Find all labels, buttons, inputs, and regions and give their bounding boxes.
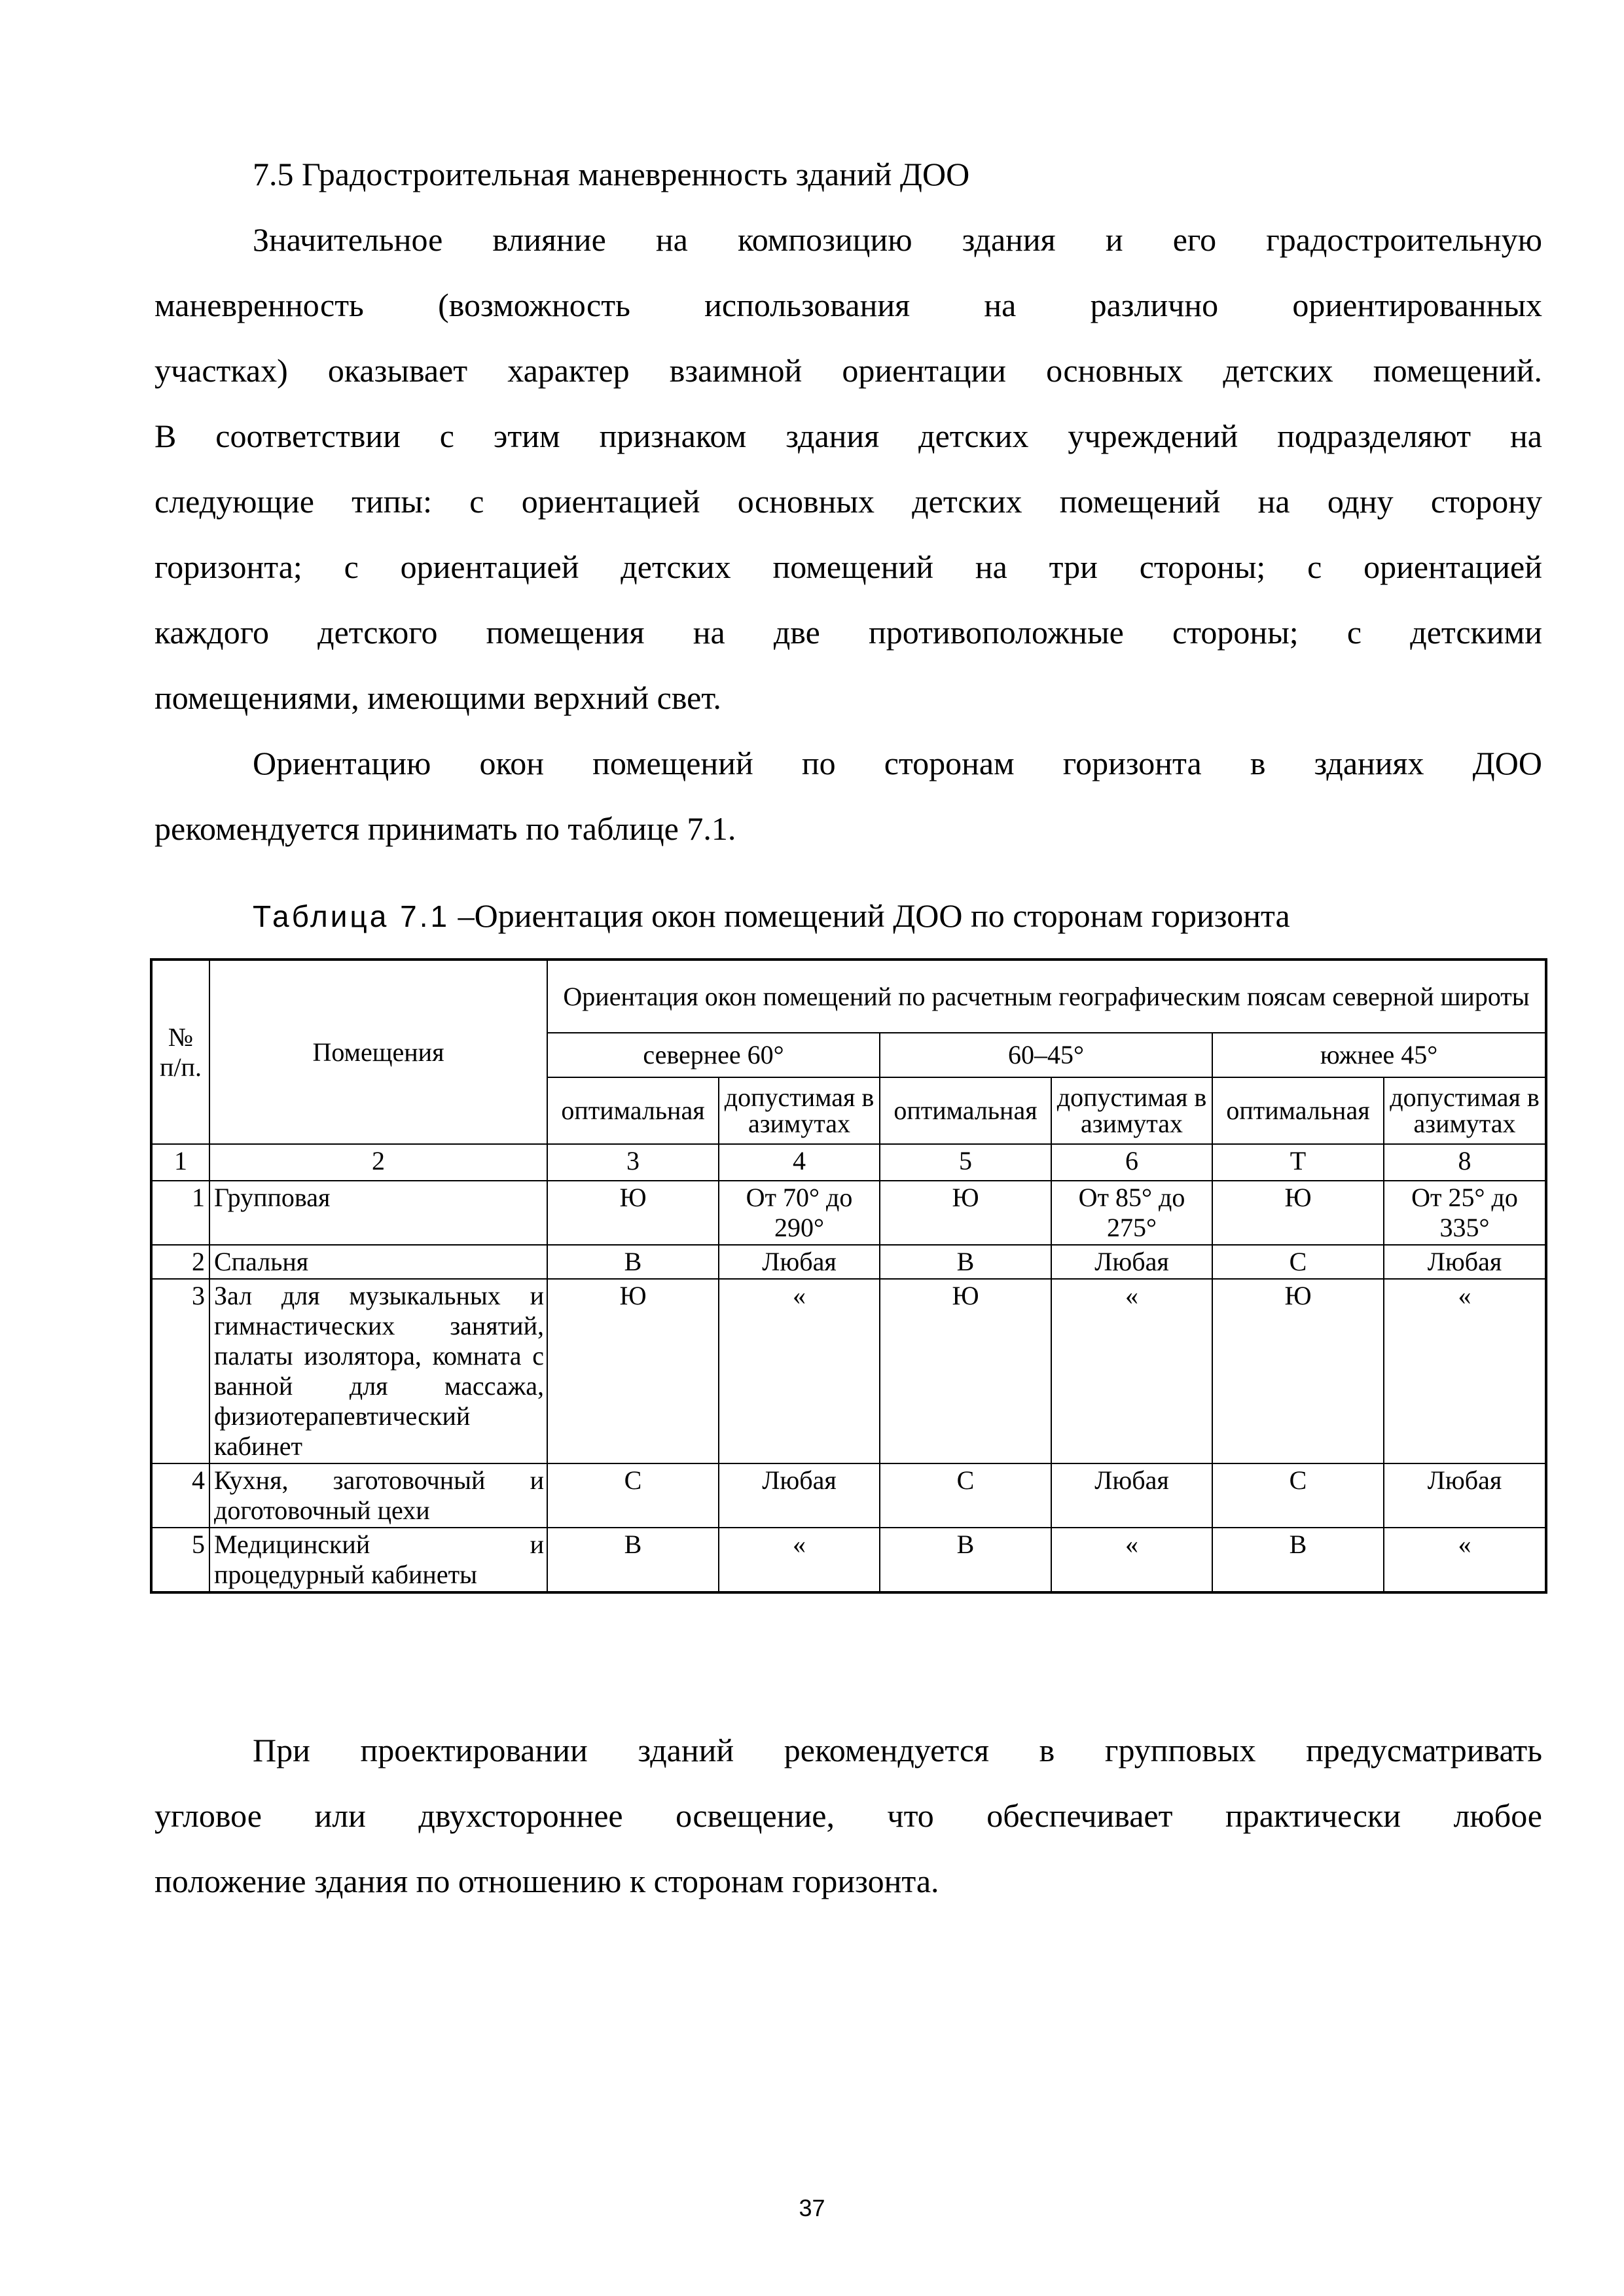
table-row: [151, 1528, 1546, 1592]
cell-allowed-north: От 70° до 290°: [719, 1181, 880, 1245]
cell-optimal-middle: Ю: [880, 1279, 1051, 1463]
header-allowed: допустимая в азимутах: [719, 1077, 880, 1144]
paragraph-3-line-3: положение здания по отношению к сторонам горизонта.: [154, 1863, 939, 1899]
row-number: 5: [151, 1528, 209, 1592]
paragraph-2-line-1: Ориентацию окон помещений по сторонам горизонта в зданиях ДОО: [253, 745, 1542, 781]
cell-allowed-south: «: [1384, 1528, 1546, 1592]
column-number: 4: [719, 1144, 880, 1181]
table-row: [151, 1245, 1546, 1279]
cell-optimal-middle: Ю: [880, 1181, 1051, 1245]
header-zone-north-60: севернее 60°: [547, 1033, 880, 1077]
cell-optimal-south: Ю: [1212, 1181, 1384, 1245]
paragraph-2-line-2: рекомендуется принимать по таблице 7.1.: [154, 810, 736, 847]
cell-allowed-north: «: [719, 1528, 880, 1592]
row-number: 1: [151, 1181, 209, 1245]
cell-allowed-north: Любая: [719, 1245, 880, 1279]
paragraph-1-line-1: Значительное влияние на композицию здания и его градостроительную: [253, 221, 1542, 258]
header-optimal: оптимальная: [1212, 1077, 1384, 1144]
cell-optimal-south: С: [1212, 1463, 1384, 1528]
cell-optimal-north: В: [547, 1245, 719, 1279]
cell-allowed-south: «: [1384, 1279, 1546, 1463]
header-num: № п/п.: [151, 960, 209, 1144]
table-caption-label: Таблица 7.1: [253, 899, 450, 933]
cell-allowed-south: От 25° до 335°: [1384, 1181, 1546, 1245]
cell-allowed-south: Любая: [1384, 1463, 1546, 1528]
cell-optimal-south: В: [1212, 1528, 1384, 1592]
cell-allowed-middle: «: [1051, 1528, 1212, 1592]
cell-optimal-north: Ю: [547, 1279, 719, 1463]
header-zone-60-45: 60–45°: [880, 1033, 1212, 1077]
row-number: 3: [151, 1279, 209, 1463]
paragraph-3-line-1: При проектировании зданий рекомендуется в групповых предусматривать: [253, 1732, 1542, 1768]
cell-allowed-middle: От 85° до 275°: [1051, 1181, 1212, 1245]
room-name: Групповая: [209, 1181, 547, 1245]
header-orientation-group: Ориентация окон помещений по расчетным географическим поясам северной широты: [547, 960, 1546, 1033]
column-number: 1: [151, 1144, 209, 1181]
header-zone-south-45: южнее 45°: [1212, 1033, 1546, 1077]
paragraph-1-line-3: участках) оказывает характер взаимной ориентации основных детских помещений.: [154, 352, 1542, 389]
cell-allowed-middle: Любая: [1051, 1245, 1212, 1279]
column-number: 3: [547, 1144, 719, 1181]
column-number: Т: [1212, 1144, 1384, 1181]
cell-allowed-north: «: [719, 1279, 880, 1463]
paragraph-1-line-2: маневренность (возможность использования на различно ориентированных: [154, 287, 1542, 323]
cell-optimal-middle: С: [880, 1463, 1051, 1528]
column-number: 8: [1384, 1144, 1546, 1181]
paragraph-1-line-8: помещениями, имеющими верхний свет.: [154, 679, 721, 716]
cell-allowed-middle: Любая: [1051, 1463, 1212, 1528]
cell-optimal-middle: В: [880, 1245, 1051, 1279]
room-name: Спальня: [209, 1245, 547, 1279]
column-number-row: [151, 1144, 1546, 1181]
cell-optimal-south: Ю: [1212, 1279, 1384, 1463]
column-number: 6: [1051, 1144, 1212, 1181]
room-name: Медицинский и процедурный кабинеты: [209, 1528, 547, 1592]
table-caption-text: –Ориентация окон помещений ДОО по сторонам горизонта: [450, 897, 1290, 934]
table-row: [151, 1463, 1546, 1528]
room-name: Кухня, заготовочный и доготовочный цехи: [209, 1463, 547, 1528]
header-allowed: допустимая в азимутах: [1384, 1077, 1546, 1144]
header-allowed: допустимая в азимутах: [1051, 1077, 1212, 1144]
cell-optimal-south: С: [1212, 1245, 1384, 1279]
cell-optimal-north: Ю: [547, 1181, 719, 1245]
cell-allowed-south: Любая: [1384, 1245, 1546, 1279]
orientation-table: [150, 958, 1547, 1594]
header-optimal: оптимальная: [880, 1077, 1051, 1144]
row-number: 2: [151, 1245, 209, 1279]
table-caption: [253, 896, 1290, 936]
section-heading: 7.5 Градостроительная маневренность зданий ДОО: [253, 156, 970, 192]
header-rooms: Помещения: [209, 960, 547, 1144]
paragraph-1-line-7: каждого детского помещения на две противоположные стороны; с детскими: [154, 614, 1542, 651]
table-row: [151, 1181, 1546, 1245]
cell-optimal-middle: В: [880, 1528, 1051, 1592]
page-number: 37: [799, 2195, 825, 2221]
cell-allowed-north: Любая: [719, 1463, 880, 1528]
column-number: 5: [880, 1144, 1051, 1181]
paragraph-3-line-2: угловое или двухстороннее освещение, что обеспечивает практически любое: [154, 1797, 1542, 1834]
cell-optimal-north: В: [547, 1528, 719, 1592]
cell-allowed-middle: «: [1051, 1279, 1212, 1463]
table-row: [151, 1279, 1546, 1463]
room-name: Зал для музыкальных и гимнастических занятий, палаты изолятора, комната с ванной для массажа, физиотерапевтический кабинет: [209, 1279, 547, 1463]
paragraph-1-line-5: следующие типы: с ориентацией основных детских помещений на одну сторону: [154, 483, 1542, 520]
paragraph-1-line-6: горизонта; с ориентацией детских помещений на три стороны; с ориентацией: [154, 548, 1542, 585]
column-number: 2: [209, 1144, 547, 1181]
header-optimal: оптимальная: [547, 1077, 719, 1144]
cell-optimal-north: С: [547, 1463, 719, 1528]
paragraph-1-line-4: В соответствии с этим признаком здания детских учреждений подразделяют на: [154, 418, 1542, 454]
row-number: 4: [151, 1463, 209, 1528]
